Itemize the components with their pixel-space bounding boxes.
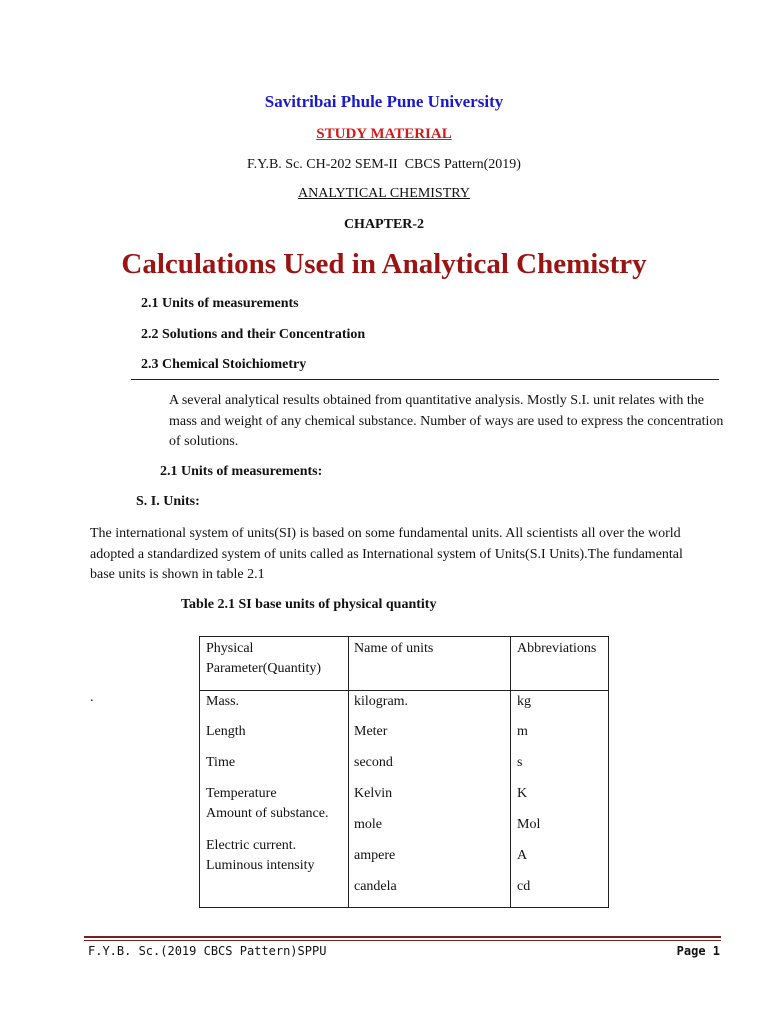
table-header-cell: Name of units (354, 641, 434, 656)
footer-rule (84, 940, 721, 941)
table-cell-quantity: Time (206, 755, 236, 770)
toc-item: 2.3 Chemical Stoichiometry (141, 357, 307, 372)
table-cell-unit: kilogram. (354, 694, 409, 709)
table-cell-abbreviation: m (517, 724, 528, 739)
table-cell-quantity: Length (206, 724, 246, 739)
table-cell-quantity: Amount of substance. (206, 806, 329, 821)
table-cell-abbreviation: kg (517, 694, 531, 709)
table-cell-unit: Kelvin (354, 786, 393, 801)
table-cell-unit: ampere (354, 848, 396, 863)
table-cell-unit: mole (354, 817, 382, 832)
si-units-table (199, 636, 609, 908)
table-cell-abbreviation: s (517, 755, 523, 770)
footer-course: F.Y.B. Sc.(2019 CBCS Pattern)SPPU (88, 944, 327, 958)
si-units-heading: S. I. Units: (136, 494, 200, 509)
table-header-cell: Physical Parameter(Quantity) (206, 641, 322, 676)
table-cell-abbreviation: A (517, 848, 528, 863)
body-paragraph: The international system of units(SI) is based on some fundamental units. All scientists all over the world adopted a standardized system of units called as International system of Units(S.I Units).The fundamental base units is shown in table 2.1 (90, 526, 683, 582)
study-material-text: STUDY MATERIAL (316, 126, 452, 142)
section-divider (131, 379, 719, 380)
intro-paragraph: A several analytical results obtained from quantitative analysis. Mostly S.I. unit relates with the mass and weight of any chemical substance. Number of ways are used to express the concentration of solutions. (169, 393, 727, 449)
table-column-divider (348, 637, 349, 907)
table-cell-abbreviation: cd (517, 879, 531, 894)
table-cell-abbreviation: K (517, 786, 528, 801)
table-cell-quantity: Luminous intensity (206, 858, 315, 873)
table-cell-unit: second (354, 755, 393, 770)
stray-mark: . (90, 690, 94, 705)
page-number: Page 1 (676, 944, 720, 958)
table-cell-quantity: Mass. (206, 694, 240, 709)
university-name: Savitribai Phule Pune University (264, 92, 504, 111)
subject-text: ANALYTICAL CHEMISTRY (298, 186, 470, 201)
table-column-divider (510, 637, 511, 907)
table-caption: Table 2.1 SI base units of physical quantity (181, 597, 437, 612)
section-heading: 2.1 Units of measurements: (160, 464, 323, 479)
table-header-divider (200, 690, 608, 691)
subject-line (0, 186, 768, 202)
table-cell-unit: candela (354, 879, 397, 894)
chapter-label: CHAPTER-2 (343, 217, 425, 232)
study-material-label (0, 126, 768, 143)
table-header-cell: Abbreviations (517, 641, 597, 656)
table-cell-quantity: Temperature (206, 786, 277, 801)
page-title: Calculations Used in Analytical Chemistry (121, 248, 647, 280)
footer-rule (84, 936, 721, 938)
table-cell-unit: Meter (354, 724, 388, 739)
course-line: F.Y.B. Sc. CH-202 SEM-II CBCS Pattern(2019) (247, 157, 521, 172)
table-cell-abbreviation: Mol (517, 817, 541, 832)
table-cell-quantity: Electric current. (206, 838, 297, 853)
toc-item: 2.2 Solutions and their Concentration (141, 327, 366, 342)
toc-item: 2.1 Units of measurements (141, 296, 299, 311)
